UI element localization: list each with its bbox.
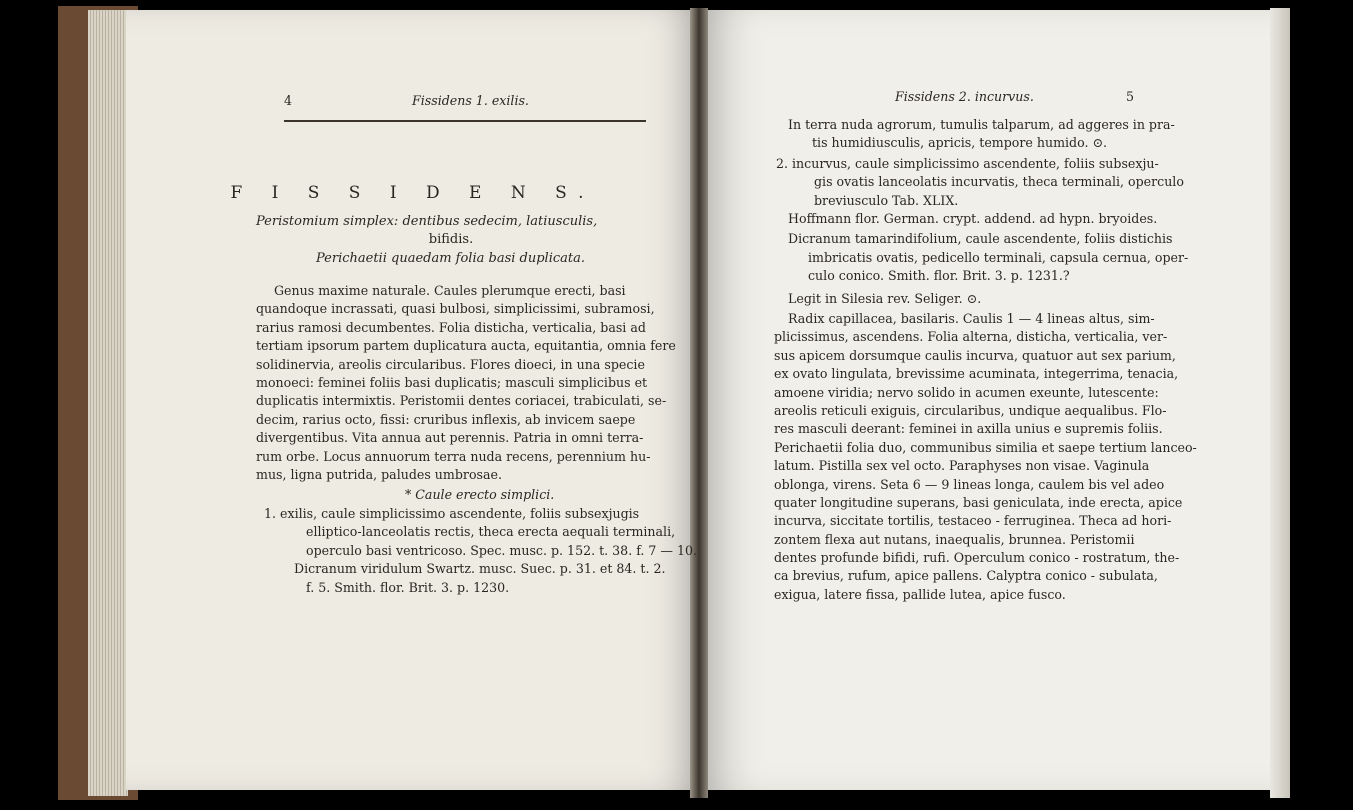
locus-paragraph	[788, 116, 1175, 153]
description-line: plicissimus, ascendens. Folia alterna, disticha, verticalia, ver-	[774, 329, 1168, 345]
genus-diagnosis	[256, 213, 646, 268]
book-gutter	[690, 8, 708, 798]
description-line: Genus maxime naturale. Caules plerumque erecti, basi	[274, 283, 626, 298]
genus-description	[256, 282, 676, 484]
right-running-head: Fissidens 2. incurvus.	[895, 89, 1034, 104]
description-line: quandoque incrassati, quasi bulbosi, simplicissimi, subramosi,	[256, 301, 655, 317]
description-line: sus apicem dorsumque caulis incurva, quatuor aut sex parium,	[774, 347, 1176, 363]
diagnosis-line: bifidis.	[428, 232, 474, 248]
species-line: 1. exilis, caule simplicissimo ascendente, foliis subsexjugis	[264, 506, 640, 521]
description-line: duplicatis intermixtis. Peristomii dentes coriacei, trabiculati, se-	[256, 393, 667, 409]
description-line: ca brevius, rufum, apice pallens. Calyptra conico - subulata,	[774, 568, 1158, 584]
diagnosis-line: Peristomium simplex: dentibus sedecim, latiusculis,	[256, 214, 598, 229]
page-edges	[88, 10, 128, 796]
species-line: operculo basi ventricoso. Spec. musc. p. 152. t. 38. f. 7 — 10.	[306, 542, 698, 558]
species-line: breviusculo Tab. XLIX.	[814, 192, 959, 208]
synonym-line: Legit in Silesia rev. Seliger. ⊙.	[788, 290, 982, 306]
synonym-line: Hoffmann flor. German. crypt. addend. ad hypn. bryoides.	[788, 211, 1158, 226]
description-line: mus, ligna putrida, paludes umbrosae.	[256, 466, 502, 482]
description-line: Perichaetii folia duo, communibus similia et saepe tertium lanceo-	[774, 439, 1197, 455]
locus-line: tis humidiusculis, apricis, tempore humido. ⊙.	[812, 135, 1108, 151]
description-line: rum orbe. Locus annuorum terra nuda recens, perennium hu-	[256, 448, 651, 464]
genus-title: F I S S I D E N S.	[230, 183, 596, 203]
header-rule	[284, 120, 646, 122]
description-line: zontem flexa aut nutans, inaequalis, brunnea. Peristomii	[774, 531, 1135, 547]
description-line: ex ovato lingulata, brevissime acuminata, integerrima, tenacia,	[774, 366, 1179, 382]
right-page-number: 5	[1126, 89, 1135, 104]
right-page-edge	[1270, 8, 1290, 798]
description-line: exigua, latere fissa, pallide lutea, apice fusco.	[774, 586, 1066, 602]
species-incurvus	[776, 155, 1184, 210]
description-line: oblonga, virens. Seta 6 — 9 lineas longa, caulem bis vel adeo	[774, 476, 1165, 492]
description-line: quater longitudine superans, basi geniculata, inde erecta, apice	[774, 494, 1183, 510]
species-exilis	[264, 505, 697, 597]
section-head: * Caule erecto simplici.	[405, 487, 555, 502]
description-line: areolis reticuli exiguis, circularibus, undique aequalibus. Flo-	[774, 402, 1167, 418]
description-line: solidinervia, areolis circularibus. Flores dioeci, in una specie	[256, 356, 645, 372]
description-line: rarius ramosi decumbentes. Folia disticha, verticalia, basi ad	[256, 319, 646, 335]
description-line: latum. Pistilla sex vel octo. Paraphyses non visae. Vaginula	[774, 458, 1150, 474]
description-line: decim, rarius octo, fissi: cruribus inflexis, ab invicem saepe	[256, 411, 636, 427]
species-line: f. 5. Smith. flor. Brit. 3. p. 1230.	[306, 579, 510, 595]
synonyms	[788, 210, 1188, 308]
locus-line: In terra nuda agrorum, tumulis talparum, ad aggeres in pra-	[788, 117, 1175, 132]
description-line: incurva, siccitate tortilis, testaceo - ferruginea. Theca ad hori-	[774, 513, 1172, 529]
synonym-line: culo conico. Smith. flor. Brit. 3. p. 1231.?	[808, 268, 1070, 284]
species-line: 2. incurvus, caule simplicissimo ascendente, foliis subsexju-	[776, 156, 1159, 171]
diagnosis-line: Perichaetii quaedam folia basi duplicata.	[316, 250, 586, 266]
description-line: res masculi deerant: feminei in axilla unius e supremis foliis.	[774, 421, 1163, 437]
description-line: Radix capillacea, basilaris. Caulis 1 — 4 lineas altus, sim-	[788, 311, 1155, 326]
description-line: monoeci: feminei foliis basi duplicatis; masculi simplicibus et	[256, 374, 648, 390]
species-line: gis ovatis lanceolatis incurvatis, theca terminali, operculo	[814, 174, 1184, 190]
description-line: divergentibus. Vita annua aut perennis. Patria in omni terra-	[256, 430, 644, 446]
left-running-head: Fissidens 1. exilis.	[412, 93, 529, 108]
species-line: elliptico-lanceolatis rectis, theca erecta aequali terminali,	[306, 524, 676, 540]
description-line: dentes profunde bifidi, rufi. Operculum conico - rostratum, the-	[774, 550, 1180, 566]
description-line: tertiam ipsorum partem duplicatura aucta, equitantia, omnia fere	[256, 338, 676, 354]
species-description	[774, 310, 1197, 604]
synonym-line: imbricatis ovatis, pedicello terminali, capsula cernua, oper-	[808, 249, 1189, 265]
left-page-number: 4	[284, 93, 293, 108]
synonym-line: Dicranum tamarindifolium, caule ascendente, foliis distichis	[788, 231, 1173, 247]
species-line: Dicranum viridulum Swartz. musc. Suec. p. 31. et 84. t. 2.	[294, 561, 666, 577]
description-line: amoene viridia; nervo solido in acumen exeunte, lutescente:	[774, 384, 1159, 400]
